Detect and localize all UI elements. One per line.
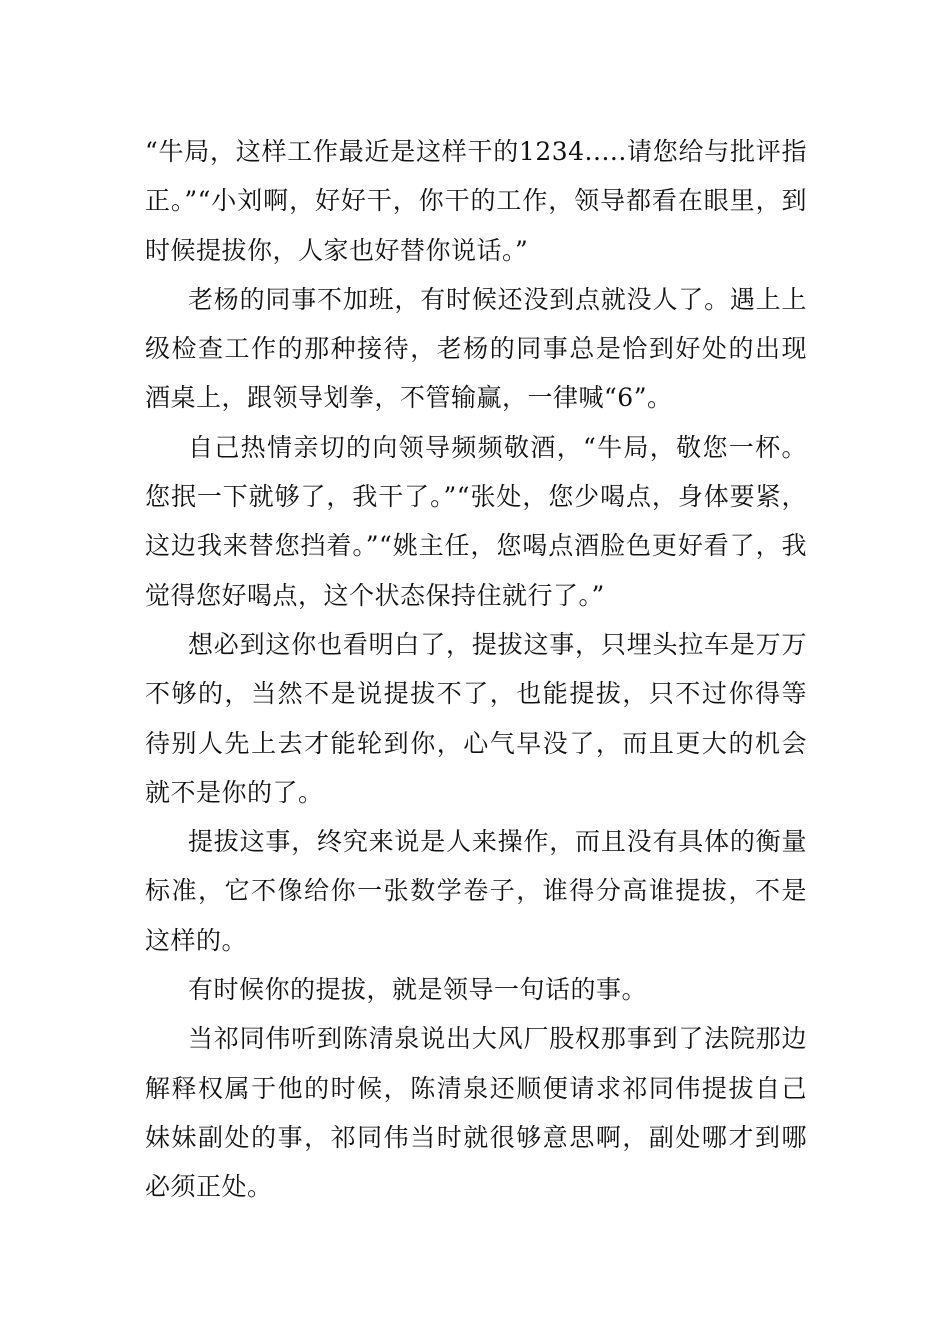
paragraph-3: 自己热情亲切的向领导频频敬酒，“牛局，敬您一杯。您抿一下就够了，我干了。”“张处，您少喝点，身体要紧，这边我来替您挡着。”“姚主任，您喝点酒脸色更好看了，我觉得您好喝点，这个状态保持住就行了。” [145,432,807,610]
paragraph-1: “牛局，这样工作最近是这样干的1234.....请您给与批评指正。”“小刘啊，好好干，你干的工作，领导都看在眼里，到时候提拔你，人家也好替你说话。” [145,137,807,265]
paragraph-5: 提拔这事，终究来说是人来操作，而且没有具体的衡量标准，它不像给你一张数学卷子，谁得分高谁提拔，不是这样的。 [145,827,807,955]
paragraph-2: 老杨的同事不加班，有时候还没到点就没人了。遇上上级检查工作的那种接待，老杨的同事总是恰到好处的出现酒桌上，跟领导划拳，不管输赢，一律喊“6”。 [145,284,807,413]
paragraph-7: 当祁同伟听到陈清泉说出大风厂股权那事到了法院那边解释权属于他的时候，陈清泉还顺便请求祁同伟提拔自己妹妹副处的事，祁同伟当时就很够意思啊，副处哪才到哪必须正处。 [145,1024,807,1202]
document-body [145,127,807,1212]
paragraph-4: 想必到这你也看明白了，提拔这事，只埋头拉车是万万不够的，当然不是说提拔不了，也能提拔，只不过你得等待别人先上去才能轮到你，心气早没了，而且更大的机会就不是你的了。 [145,629,807,807]
paragraph-6: 有时候你的提拔，就是领导一句话的事。 [188,975,648,1005]
